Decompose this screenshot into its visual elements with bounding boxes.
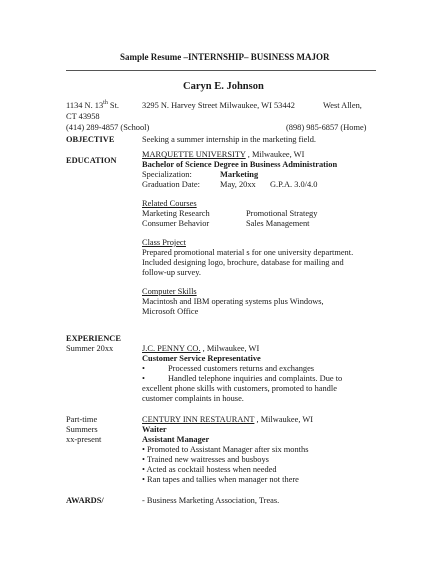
job2-bullet: • Acted as cocktail hostess when needed <box>142 465 277 474</box>
job2-date-line: Part-time <box>66 415 98 424</box>
job2-title: Waiter <box>142 425 167 434</box>
bullet-icon: • <box>142 374 145 383</box>
awards-heading: AWARDS/ <box>66 496 104 505</box>
address-school-suffix: th <box>103 100 108 107</box>
job1-date: Summer 20xx <box>66 344 114 353</box>
job2-date-line: Summers <box>66 425 98 434</box>
document-title: Sample Resume –INTERNSHIP– BUSINESS MAJOR <box>120 52 330 62</box>
job1-bullet-text: Processed customers returns and exchanges <box>168 364 315 373</box>
job1-location: , Milwaukee, WI <box>200 344 260 353</box>
course-item: Sales Management <box>246 219 310 228</box>
job2-bullet: • Promoted to Assistant Manager after six months <box>142 445 309 454</box>
course-item: Promotional Strategy <box>246 209 318 218</box>
experience-heading: EXPERIENCE <box>66 334 121 343</box>
phone-home: (898) 985-6857 (Home) <box>286 123 367 132</box>
job2-company: CENTURY INN RESTAURANT <box>142 415 255 424</box>
job1-company-line <box>142 344 259 354</box>
school-name: MARQUETTE UNIVERSITY <box>142 150 246 159</box>
courses-heading: Related Courses <box>142 199 197 208</box>
address-state-zip: CT 43958 <box>66 112 100 121</box>
project-line: Included designing logo, brochure, database for mailing and <box>142 258 344 267</box>
award-item: - Business Marketing Association, Treas. <box>142 496 280 505</box>
job1-bullet-text: Handled telephone inquiries and complaints. Due to <box>168 374 343 383</box>
job2-location: , Milwaukee, WI <box>254 415 314 424</box>
address-school-street: 1134 N. 13 <box>66 101 104 110</box>
job1-bullet-cont: excellent phone skills with customers, promoted to handle <box>142 384 337 393</box>
job2-title: Assistant Manager <box>142 435 210 444</box>
education-heading: EDUCATION <box>66 156 117 165</box>
address-school <box>66 101 119 111</box>
job1-bullet-cont: customer complaints in house. <box>142 394 244 403</box>
graduation-value: May, 20xx <box>220 180 256 189</box>
project-line: Prepared promotional material s for one university department. <box>142 248 354 257</box>
job2-bullet: • Trained new waitresses and busboys <box>142 455 269 464</box>
address-city: West Allen, <box>323 101 362 110</box>
address-school-street-end: St. <box>107 101 120 110</box>
phone-school: (414) 289-4857 (School) <box>66 123 150 132</box>
job2-bullet: • Ran tapes and tallies when manager not there <box>142 475 299 484</box>
project-line: follow-up survey. <box>142 268 202 277</box>
objective-heading: OBJECTIVE <box>66 135 115 144</box>
specialization-value: Marketing <box>220 170 259 179</box>
bullet-icon: • <box>142 364 145 373</box>
objective-text: Seeking a summer internship in the marketing field. <box>142 135 316 144</box>
skills-heading: Computer Skills <box>142 287 197 296</box>
title-divider <box>66 70 376 71</box>
skills-line: Microsoft Office <box>142 307 199 316</box>
degree: Bachelor of Science Degree in Business Administration <box>142 160 338 169</box>
job1-title: Customer Service Representative <box>142 354 261 363</box>
address-home: 3295 N. Harvey Street Milwaukee, WI 53442 <box>142 101 295 110</box>
course-item: Marketing Research <box>142 209 210 218</box>
school-line <box>142 150 304 160</box>
job1-bullet <box>142 364 315 374</box>
job1-company: J.C. PENNY CO. <box>142 344 201 353</box>
skills-line: Macintosh and IBM operating systems plus Windows, <box>142 297 324 306</box>
project-heading: Class Project <box>142 238 186 247</box>
course-item: Consumer Behavior <box>142 219 210 228</box>
school-location: , Milwaukee, WI <box>245 150 305 159</box>
gpa: G.P.A. 3.0/4.0 <box>270 180 318 189</box>
job2-date-line: xx-present <box>66 435 102 444</box>
graduation-label: Graduation Date: <box>142 180 200 189</box>
candidate-name: Caryn E. Johnson <box>183 81 264 92</box>
job2-company-line <box>142 415 313 425</box>
job1-bullet <box>142 374 343 384</box>
specialization-label: Specialization: <box>142 170 192 179</box>
